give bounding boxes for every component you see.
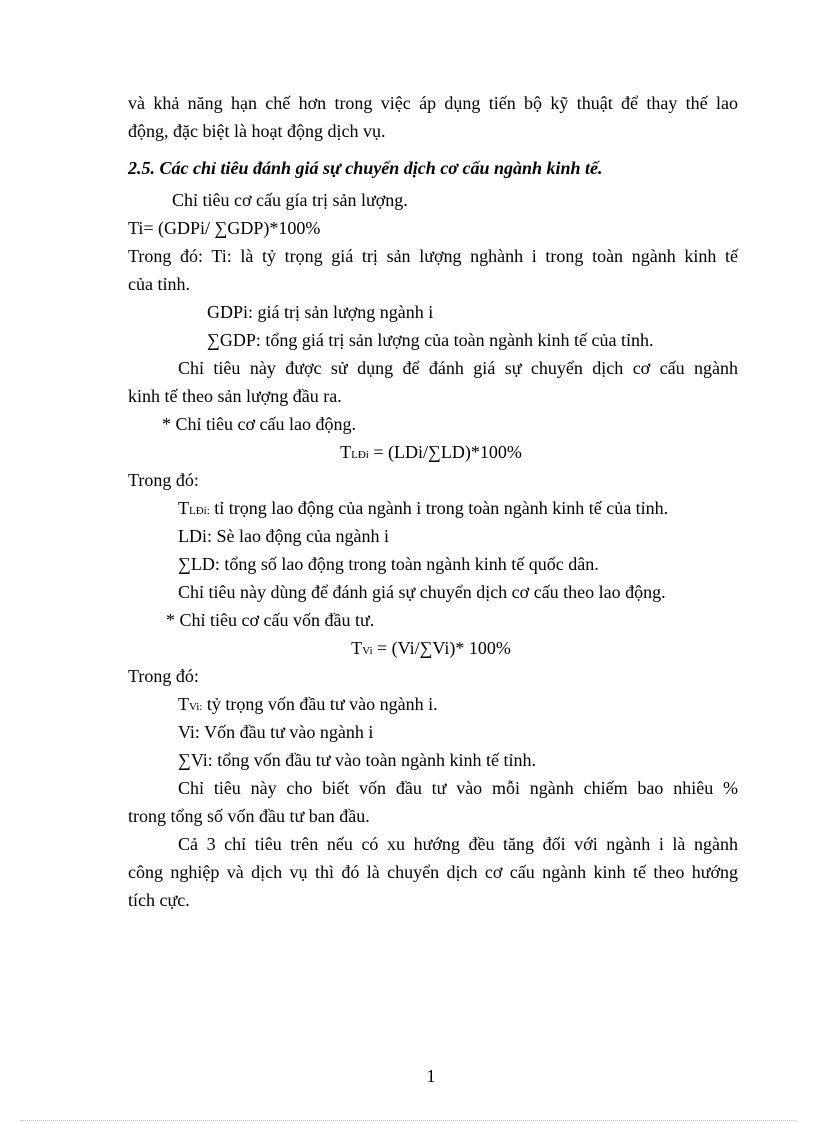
formula bbox=[0, 441, 816, 463]
paragraph-line: và khả năng hạn chế hơn trong việc áp dụng tiến bộ kỹ thuật để thay thế lao bbox=[128, 93, 738, 113]
definition-symbol: T bbox=[178, 694, 189, 714]
definition-line: LDi: Sè lao động của ngành i bbox=[178, 526, 389, 546]
paragraph-line: của tỉnh. bbox=[128, 274, 190, 294]
paragraph-line: kinh tế theo sản lượng đầu ra. bbox=[128, 386, 342, 406]
definition-line bbox=[178, 497, 668, 519]
page-bottom-divider bbox=[20, 1120, 796, 1121]
definition-subscript: LĐi: bbox=[189, 505, 210, 517]
definition-text: tỷ trọng vốn đầu tư vào ngành i. bbox=[202, 694, 438, 714]
formula: Ti= (GDPi/ ∑GDP)*100% bbox=[128, 218, 321, 238]
paragraph-line: Trong đó: bbox=[128, 470, 199, 490]
definition-line: ∑LD: tổng số lao động trong toàn ngành kinh tế quốc dân. bbox=[178, 554, 599, 574]
paragraph-line: động, đặc biệt là hoạt động dịch vụ. bbox=[128, 121, 386, 141]
paragraph-line: Chỉ tiêu này cho biết vốn đầu tư vào mỗi ngành chiếm bao nhiêu % bbox=[178, 778, 738, 798]
page-number: 1 bbox=[426, 1066, 436, 1086]
formula-body: = (LDi/∑LD)*100% bbox=[368, 442, 522, 462]
definition-symbol: T bbox=[178, 498, 189, 518]
definition-text: tỉ trọng lao động của ngành i trong toàn ngành kinh tế của tỉnh. bbox=[209, 498, 669, 518]
formula-subscript: Vi bbox=[362, 645, 373, 657]
definition-subscript: Vi: bbox=[189, 701, 203, 713]
definition-line: GDPi: giá trị sản lượng ngành i bbox=[207, 302, 434, 322]
section-heading: 2.5. Các chỉ tiêu đánh giá sự chuyển dịch cơ cấu ngành kinh tế. bbox=[128, 158, 603, 178]
definition-line bbox=[178, 693, 438, 715]
paragraph-line: công nghiệp và dịch vụ thì đó là chuyển dịch cơ cấu ngành kinh tế theo hướng bbox=[128, 862, 738, 882]
definition-line: ∑GDP: tổng giá trị sản lượng của toàn ngành kinh tế của tỉnh. bbox=[207, 330, 654, 350]
paragraph-line: Trong đó: Ti: là tỷ trọng giá trị sản lượng nghành i trong toàn ngành kinh tế bbox=[128, 246, 738, 266]
formula-subscript: LĐi bbox=[351, 449, 369, 461]
indicator-title: * Chỉ tiêu cơ cấu vốn đầu tư. bbox=[166, 610, 375, 630]
paragraph-line: Cả 3 chỉ tiêu trên nếu có xu hướng đều tăng đối với ngành i là ngành bbox=[178, 834, 738, 854]
paragraph-line: tích cực. bbox=[128, 890, 190, 910]
definition-line: Vi: Vốn đầu tư vào ngành i bbox=[178, 722, 374, 742]
indicator-title: Chỉ tiêu cơ cấu gía trị sản lượng. bbox=[172, 190, 408, 210]
indicator-title: * Chỉ tiêu cơ cấu lao động. bbox=[162, 414, 356, 434]
paragraph-line: Trong đó: bbox=[128, 666, 199, 686]
paragraph-line: Chỉ tiêu này dùng để đánh giá sự chuyển dịch cơ cấu theo lao động. bbox=[178, 582, 666, 602]
formula-symbol: T bbox=[340, 442, 352, 462]
paragraph-line: trong tổng số vốn đầu tư ban đầu. bbox=[128, 806, 370, 826]
formula-body: = (Vi/∑Vi)* 100% bbox=[372, 638, 511, 658]
paragraph-line: Chỉ tiêu này được sử dụng để đánh giá sự chuyển dịch cơ cấu ngành bbox=[178, 358, 738, 378]
formula bbox=[0, 637, 816, 659]
definition-line: ∑Vi: tổng vốn đầu tư vào toàn ngành kinh tế tỉnh. bbox=[178, 750, 536, 770]
formula-symbol: T bbox=[351, 638, 363, 658]
